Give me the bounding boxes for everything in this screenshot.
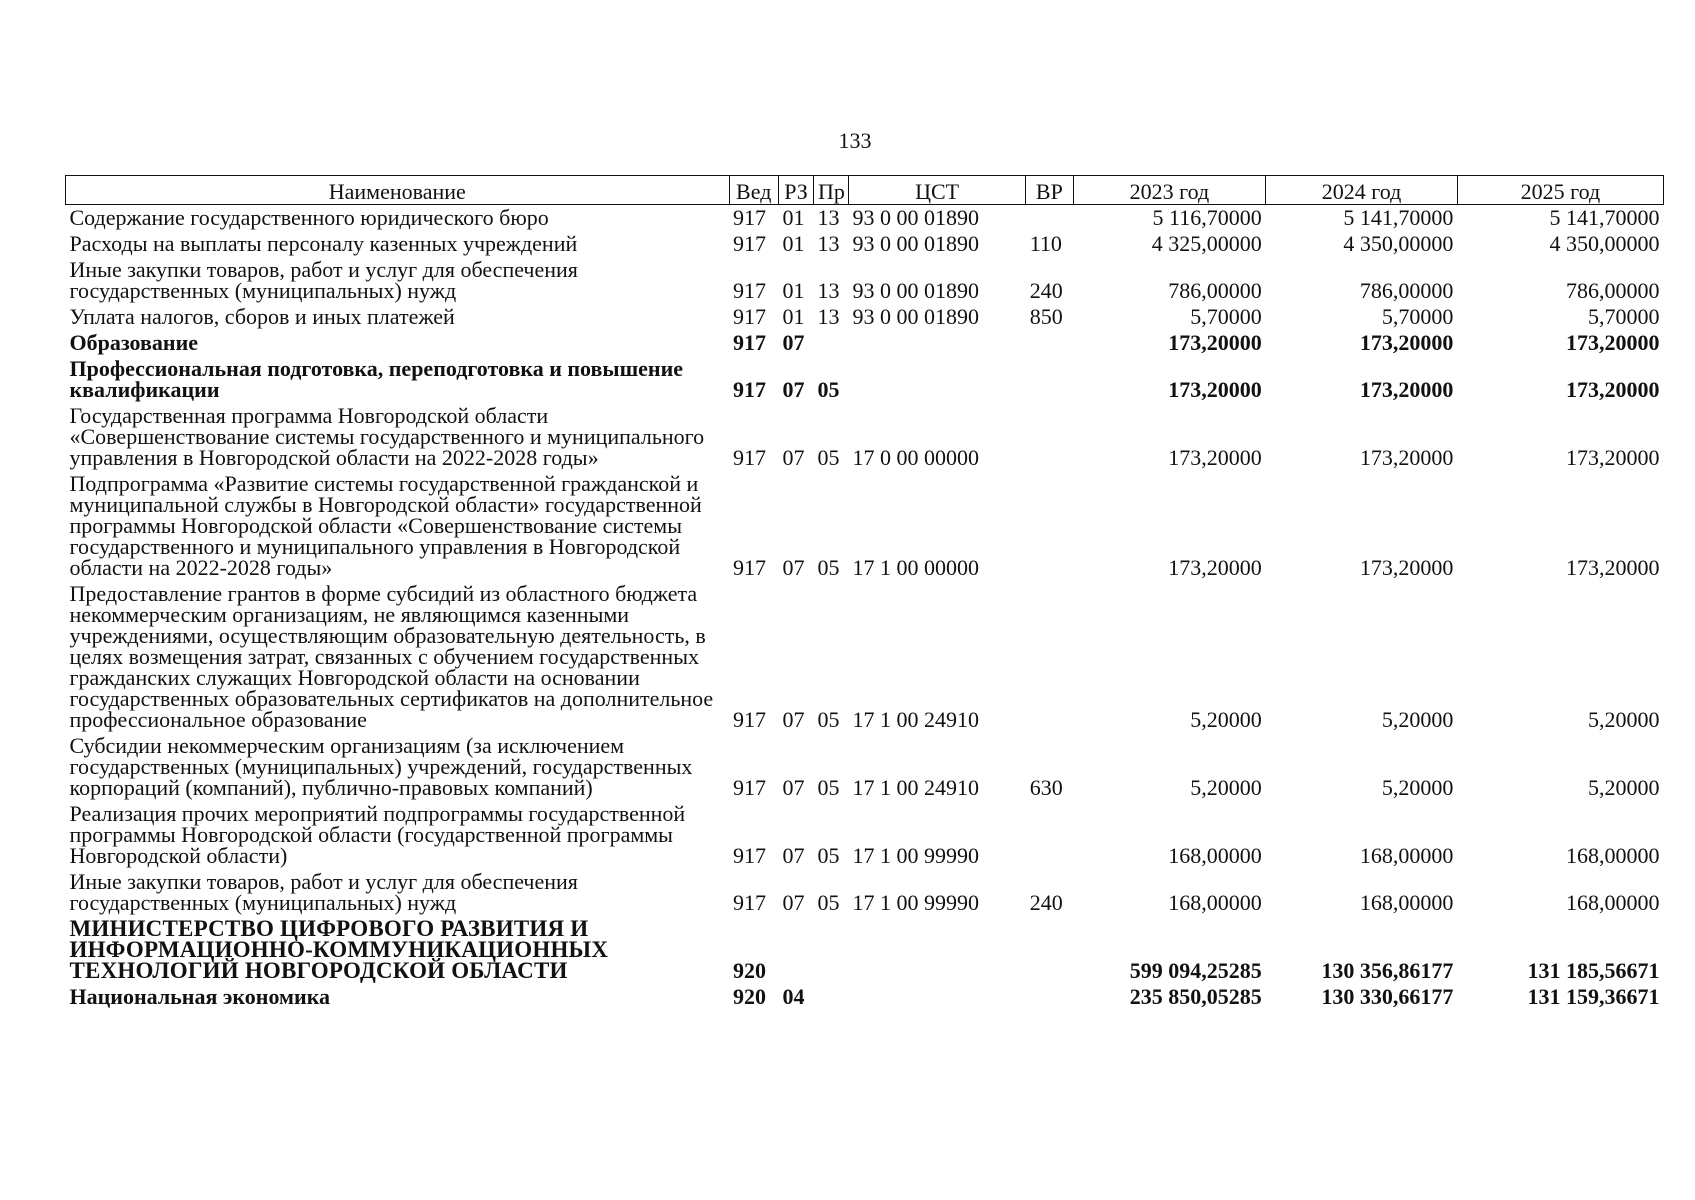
- row-name: Национальная экономика: [69, 984, 331, 1009]
- row-vr: [1026, 471, 1073, 581]
- row-ved: 917: [733, 304, 766, 329]
- header-cst: ЦСТ: [848, 176, 1025, 205]
- row-rz: 01: [782, 205, 805, 230]
- row-cst: 93 0 00 01890: [852, 231, 979, 256]
- row-2023: 173,20000: [1168, 445, 1262, 470]
- row-ved: 917: [733, 445, 766, 470]
- row-2023: 786,00000: [1168, 278, 1262, 303]
- row-pr: 05: [817, 707, 840, 732]
- table-row: [66, 304, 1664, 330]
- row-2025: 5 141,70000: [1549, 205, 1660, 230]
- table-row: [66, 801, 1664, 869]
- row-2023: 4 325,00000: [1151, 231, 1262, 256]
- header-ved: Вед: [729, 176, 778, 205]
- row-2025: 5,70000: [1588, 304, 1660, 329]
- table-row: [66, 257, 1664, 304]
- row-ved: 920: [733, 958, 766, 983]
- row-name: Реализация прочих мероприятий подпрограммы государственной программы Новгородской области (государственной программы Новгородской области): [69, 801, 686, 868]
- row-2023: 173,20000: [1168, 330, 1262, 355]
- table-row-section: [66, 984, 1664, 1010]
- row-pr: 05: [817, 775, 840, 800]
- row-pr: [813, 916, 848, 984]
- row-vr: 110: [1029, 231, 1062, 256]
- header-pr: Пр: [813, 176, 848, 205]
- row-ved: 917: [733, 205, 766, 230]
- row-cst: [848, 356, 1025, 403]
- row-cst: 93 0 00 01890: [852, 205, 979, 230]
- row-ved: 920: [733, 984, 766, 1009]
- row-2025: 4 350,00000: [1549, 231, 1660, 256]
- row-rz: 07: [782, 707, 805, 732]
- row-pr: 13: [817, 231, 840, 256]
- row-pr: 13: [817, 278, 840, 303]
- table-row: [66, 733, 1664, 801]
- row-vr: 850: [1029, 304, 1063, 329]
- table-row-ministry: [66, 916, 1664, 984]
- row-ved: 917: [733, 278, 766, 303]
- header-2023: 2023 год: [1073, 176, 1266, 205]
- row-pr: [813, 984, 848, 1010]
- table-row-section: [66, 330, 1664, 356]
- row-cst: [848, 330, 1025, 356]
- row-cst: 17 0 00 00000: [852, 445, 979, 470]
- row-2025: 5,20000: [1588, 775, 1660, 800]
- row-ved: 917: [733, 707, 766, 732]
- header-rz: РЗ: [778, 176, 813, 205]
- row-2024: 173,20000: [1359, 330, 1454, 355]
- table-row: [66, 403, 1664, 471]
- row-cst: 17 1 00 00000: [852, 555, 979, 580]
- row-name: Иные закупки товаров, работ и услуг для обеспечения государственных (муниципальных) нужд: [69, 257, 578, 303]
- row-2023: 235 850,05285: [1129, 984, 1262, 1009]
- row-vr: [1026, 330, 1073, 356]
- row-cst: [848, 916, 1025, 984]
- row-pr: 05: [817, 890, 840, 915]
- row-vr: [1026, 801, 1073, 869]
- row-name: Профессиональная подготовка, переподготовка и повышение квалификации: [69, 356, 684, 402]
- row-2023: 5,70000: [1190, 304, 1262, 329]
- row-2025: 173,20000: [1566, 377, 1660, 402]
- row-2025: 786,00000: [1566, 278, 1660, 303]
- table-row: [66, 869, 1664, 916]
- row-2025: 173,20000: [1566, 445, 1660, 470]
- page-number: 133: [838, 128, 872, 153]
- row-name: Содержание государственного юридического бюро: [69, 205, 549, 230]
- row-ved: 917: [733, 231, 766, 256]
- row-cst: 93 0 00 01890: [852, 304, 979, 329]
- row-2023: 168,00000: [1168, 890, 1262, 915]
- header-2025: 2025 год: [1457, 176, 1663, 205]
- row-2023: 599 094,25285: [1129, 958, 1262, 983]
- row-name: Расходы на выплаты персоналу казенных учреждений: [69, 231, 578, 256]
- row-2024: 130 356,86177: [1321, 958, 1454, 983]
- row-rz: 07: [782, 843, 805, 868]
- row-cst: 17 1 00 99990: [852, 890, 979, 915]
- row-cst: 17 1 00 24910: [852, 775, 979, 800]
- row-2024: 173,20000: [1359, 445, 1454, 470]
- row-rz: 07: [782, 555, 805, 580]
- row-vr: 630: [1029, 775, 1063, 800]
- row-2023: 173,20000: [1168, 377, 1262, 402]
- table-header-row: [66, 176, 1664, 205]
- row-ved: 917: [733, 843, 766, 868]
- row-pr: 13: [817, 205, 840, 230]
- row-rz: 07: [782, 890, 805, 915]
- row-2024: 5,20000: [1381, 775, 1454, 800]
- row-2023: 5 116,70000: [1152, 205, 1262, 230]
- row-ved: 917: [733, 377, 766, 402]
- row-vr: [1026, 984, 1073, 1010]
- row-pr: 13: [817, 304, 840, 329]
- row-pr: 05: [817, 445, 840, 470]
- row-vr: [1026, 205, 1073, 232]
- table-row: [66, 205, 1664, 232]
- row-pr: [813, 330, 848, 356]
- row-cst: 17 1 00 99990: [852, 843, 979, 868]
- budget-table: [65, 175, 1664, 1010]
- row-vr: 240: [1029, 278, 1063, 303]
- row-ved: 917: [733, 330, 766, 355]
- row-name: Субсидии некоммерческим организациям (за исключением государственных (муниципальных) учреждений, государственных корпораций (компаний), публично-правовых компаний): [69, 733, 693, 800]
- header-name: Наименование: [66, 176, 730, 205]
- row-2025: 5,20000: [1588, 707, 1660, 732]
- row-vr: [1026, 581, 1073, 733]
- row-2024: 168,00000: [1359, 890, 1454, 915]
- row-2025: 173,20000: [1566, 330, 1660, 355]
- row-name: Предоставление грантов в форме субсидий из областного бюджета некоммерческим организациям, не являющимся казенными учреждениями, осуществляющим образовательную деятельность, в целях возмещения затрат, связанных с обучением государственных гражданских служащих Новгородской области на основании государственных образовательных сертификатов на дополнительное профессиональное образование: [69, 581, 714, 732]
- row-2025: 173,20000: [1566, 555, 1660, 580]
- row-ved: 917: [733, 890, 766, 915]
- row-rz: 04: [782, 984, 805, 1009]
- row-cst: [848, 984, 1025, 1010]
- row-vr: [1026, 916, 1073, 984]
- row-cst: 17 1 00 24910: [852, 707, 979, 732]
- row-2024: 5,20000: [1381, 707, 1454, 732]
- row-2023: 5,20000: [1190, 707, 1262, 732]
- row-2024: 173,20000: [1359, 555, 1454, 580]
- row-pr: 05: [817, 377, 840, 402]
- row-2023: 168,00000: [1168, 843, 1262, 868]
- header-2024: 2024 год: [1266, 176, 1458, 205]
- row-name: Уплата налогов, сборов и иных платежей: [69, 304, 455, 329]
- row-rz: [778, 916, 813, 984]
- row-vr: [1026, 403, 1073, 471]
- row-rz: 07: [782, 775, 805, 800]
- row-2024: 173,20000: [1359, 377, 1454, 402]
- row-name: МИНИСТЕРСТВО ЦИФРОВОГО РАЗВИТИЯ И ИНФОРМАЦИОННО-КОММУНИКАЦИОННЫХ ТЕХНОЛОГИЙ НОВГОРОДСКОЙ ОБЛАСТИ: [69, 916, 609, 983]
- row-rz: 07: [782, 445, 805, 470]
- table-row-section: [66, 356, 1664, 403]
- row-name: Государственная программа Новгородской области «Совершенствование системы государственного и муниципального управления в Новгородской области на 2022-2028 годы»: [69, 403, 705, 470]
- header-vr: ВР: [1026, 176, 1073, 205]
- row-2024: 130 330,66177: [1321, 984, 1454, 1009]
- row-pr: 05: [817, 555, 840, 580]
- row-2025: 131 185,56671: [1527, 958, 1660, 983]
- row-ved: 917: [733, 775, 766, 800]
- row-rz: 01: [782, 304, 805, 329]
- row-2024: 786,00000: [1359, 278, 1454, 303]
- row-rz: 01: [782, 231, 805, 256]
- row-2024: 5,70000: [1381, 304, 1454, 329]
- row-2025: 168,00000: [1566, 843, 1660, 868]
- table-row: [66, 471, 1664, 581]
- row-cst: 93 0 00 01890: [852, 278, 979, 303]
- row-2024: 4 350,00000: [1343, 231, 1454, 256]
- row-rz: 07: [782, 330, 805, 355]
- table-row: [66, 581, 1664, 733]
- row-vr: [1026, 356, 1073, 403]
- row-name: Иные закупки товаров, работ и услуг для обеспечения государственных (муниципальных) нужд: [69, 869, 578, 915]
- row-2023: 173,20000: [1168, 555, 1262, 580]
- row-2023: 5,20000: [1190, 775, 1262, 800]
- row-rz: 07: [782, 377, 805, 402]
- row-2025: 131 159,36671: [1527, 984, 1660, 1009]
- row-2024: 5 141,70000: [1343, 205, 1454, 230]
- row-ved: 917: [733, 555, 766, 580]
- row-2024: 168,00000: [1359, 843, 1454, 868]
- row-2025: 168,00000: [1566, 890, 1660, 915]
- table-row: [66, 231, 1664, 257]
- row-name: Подпрограмма «Развитие системы государственной гражданской и муниципальной службы в Новгородской области» государственной программы Новгородской области «Совершенствование системы государственного и муниципального управления в Новгородской области на 2022-2028 годы»: [69, 471, 702, 580]
- row-pr: 05: [817, 843, 840, 868]
- row-name: Образование: [69, 330, 199, 355]
- row-rz: 01: [782, 278, 805, 303]
- row-vr: 240: [1029, 890, 1063, 915]
